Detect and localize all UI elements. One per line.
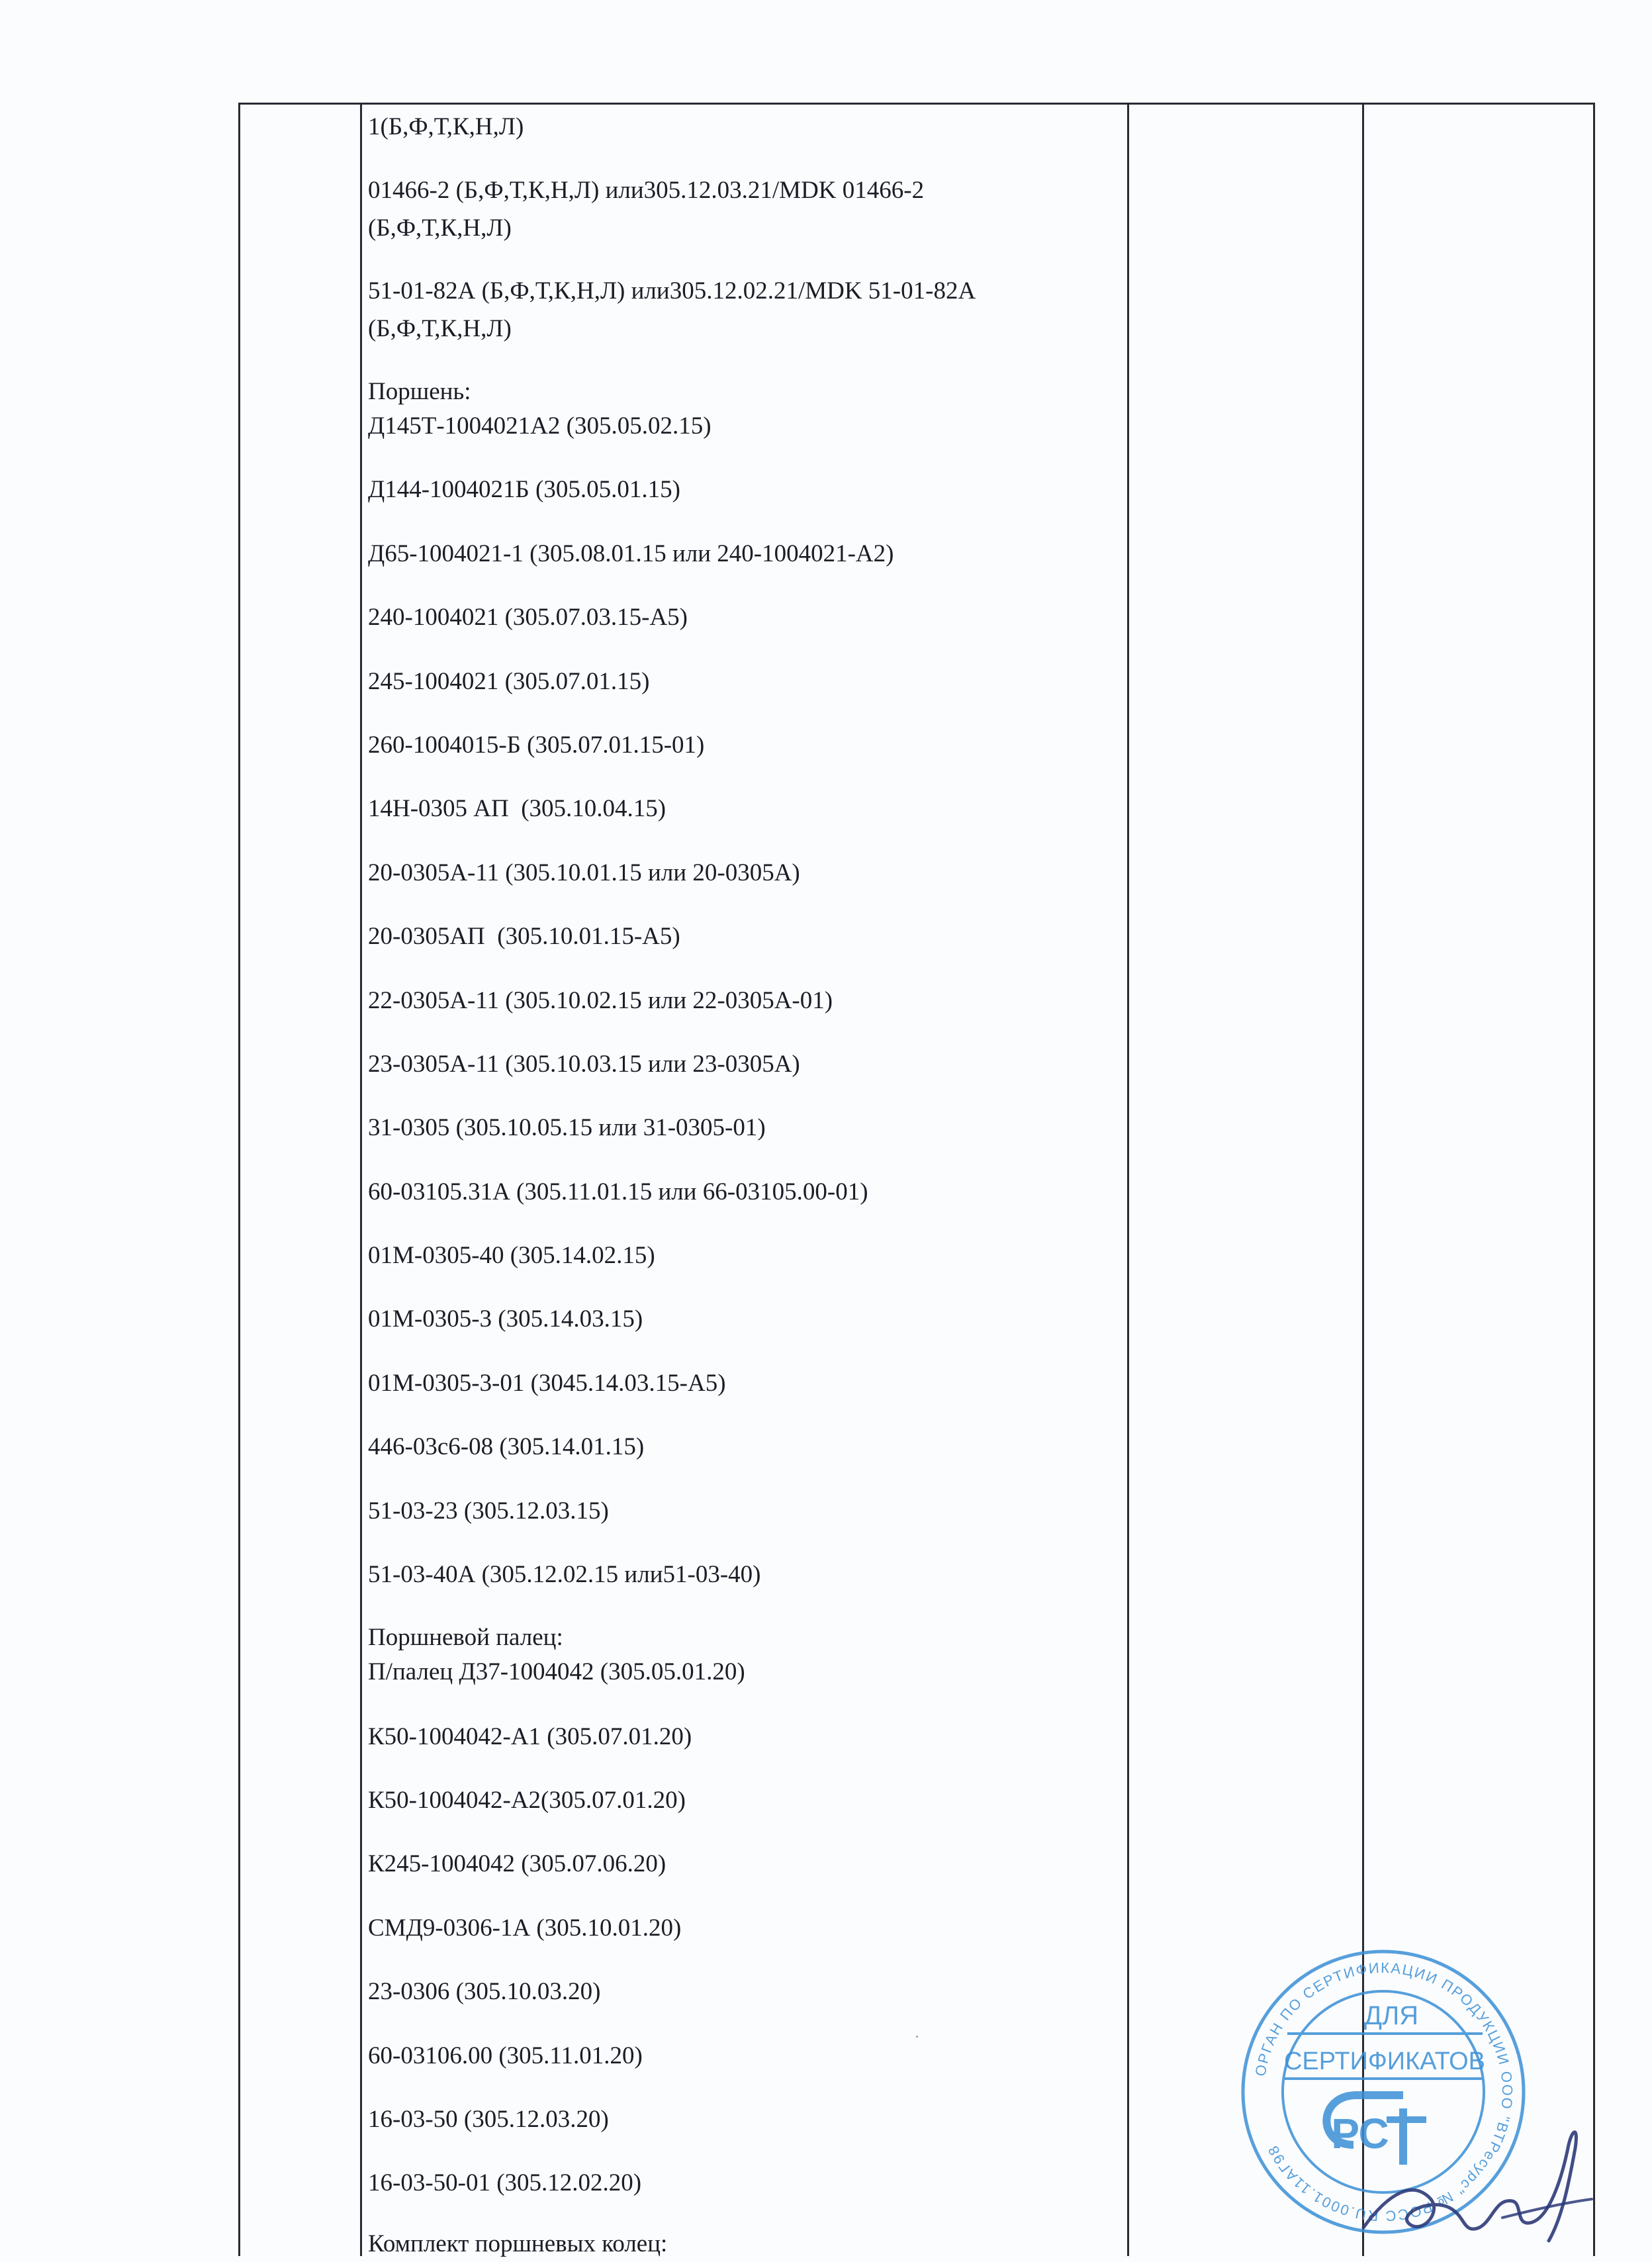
- stamp-line-1: ДЛЯ: [1363, 2001, 1419, 2030]
- column-divider-1: [360, 103, 362, 2256]
- entry-line: (Б,Ф,Т,К,Н,Л): [368, 214, 512, 242]
- entry-line: 16-03-50-01 (305.12.02.20): [368, 2169, 642, 2196]
- entry-line: 23-0306 (305.10.03.20): [368, 1978, 601, 2005]
- section-heading-piston-rings: Комплект поршневых колец:: [368, 2230, 668, 2257]
- entry-line: 20-0305А-11 (305.10.01.15 или 20-0305А): [368, 859, 800, 886]
- entry-line: 31-0305 (305.10.05.15 или 31-0305-01): [368, 1114, 766, 1141]
- entry-line: 245-1004021 (305.07.01.15): [368, 668, 650, 695]
- stamp-ring-text: ОРГАН ПО СЕРТИФИКАЦИИ ПРОДУКЦИИ ООО "ВТРесурс" № РОСС RU.0001.11АГ98: [1252, 1959, 1516, 2225]
- section-heading-piston-pin: Поршневой палец:: [368, 1624, 563, 1651]
- entry-line: Д145Т-1004021А2 (305.05.02.15): [368, 412, 711, 440]
- scan-artifact: [916, 2036, 918, 2038]
- entry-line: 60-03106.00 (305.11.01.20): [368, 2042, 643, 2069]
- entry-line: Д144-1004021Б (305.05.01.15): [368, 476, 680, 503]
- stamp-line-2: СЕРТИФИКАТОВ: [1283, 2048, 1486, 2075]
- entry-line: Д65-1004021-1 (305.08.01.15 или 240-1004021-А2): [368, 540, 894, 567]
- entry-line: 446-03с6-08 (305.14.01.15): [368, 1433, 645, 1460]
- signature-icon: [1350, 2118, 1602, 2251]
- entry-line: 51-03-40А (305.12.02.15 или51-03-40): [368, 1561, 761, 1588]
- entry-line: 51-03-23 (305.12.03.15): [368, 1497, 609, 1525]
- table-left-border: [238, 103, 240, 2256]
- column-divider-3: [1362, 103, 1364, 2256]
- entry-line: 1(Б,Ф,Т,К,Н,Л): [368, 113, 524, 140]
- entry-line: 23-0305А-11 (305.10.03.15 или 23-0305А): [368, 1051, 800, 1078]
- entry-line: К50-1004042-А2(305.07.01.20): [368, 1787, 686, 1814]
- entry-line: (Б,Ф,Т,К,Н,Л): [368, 315, 512, 342]
- entry-line: 240-1004021 (305.07.03.15-А5): [368, 604, 688, 631]
- entry-line: 01М-0305-40 (305.14.02.15): [368, 1242, 655, 1269]
- entry-line: 01М-0305-3 (305.14.03.15): [368, 1305, 643, 1333]
- entry-line: 60-03105.31А (305.11.01.15 или 66-03105.00-01): [368, 1178, 868, 1205]
- entry-line: СМД9-0306-1А (305.10.01.20): [368, 1914, 682, 1942]
- entry-line: 51-01-82А (Б,Ф,Т,К,Н,Л) или305.12.02.21/MDK 51-01-82А: [368, 277, 976, 305]
- entry-line: 260-1004015-Б (305.07.01.15-01): [368, 731, 705, 759]
- entry-line: 01М-0305-3-01 (3045.14.03.15-А5): [368, 1370, 726, 1397]
- entry-line: К50-1004042-А1 (305.07.01.20): [368, 1723, 692, 1750]
- entry-line: 14Н-0305 АП (305.10.04.15): [368, 795, 666, 822]
- stamp-logo-text: РС: [1331, 2110, 1389, 2157]
- section-heading-piston: Поршень:: [368, 378, 471, 405]
- entry-line: 22-0305А-11 (305.10.02.15 или 22-0305А-01): [368, 987, 833, 1014]
- entry-line: 20-0305АП (305.10.01.15-А5): [368, 923, 680, 950]
- entry-line: К245-1004042 (305.07.06.20): [368, 1850, 666, 1877]
- entry-line: 01466-2 (Б,Ф,Т,К,Н,Л) или305.12.03.21/MDK 01466-2: [368, 177, 925, 204]
- entry-line: П/палец Д37-1004042 (305.05.01.20): [368, 1658, 745, 1685]
- column-divider-2: [1127, 103, 1129, 2256]
- entry-line: 16-03-50 (305.12.03.20): [368, 2106, 609, 2133]
- table-top-border: [238, 103, 1595, 105]
- table-right-border: [1593, 103, 1595, 2256]
